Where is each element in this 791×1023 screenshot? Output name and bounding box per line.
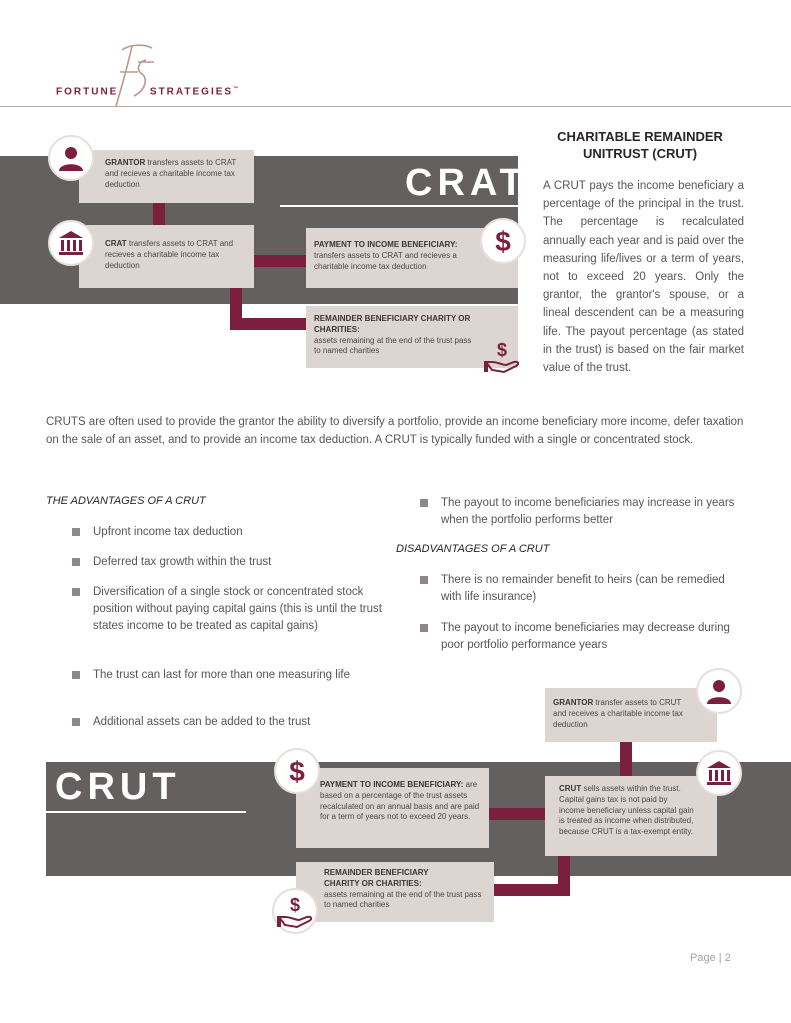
bullet-square-icon <box>72 718 80 726</box>
crat-payment-title: PAYMENT TO INCOME BENEFICIARY: <box>314 240 458 249</box>
crat-trust-text: transfers assets to CRAT and recieves a charitable income tax deduction <box>105 239 234 270</box>
svg-text:$: $ <box>496 340 508 360</box>
crat-hand-dollar-circle <box>479 333 525 379</box>
person-icon <box>57 144 85 172</box>
brand-left: FORTUNE <box>56 86 119 98</box>
svg-text:$: $ <box>495 226 511 257</box>
crut-hand-dollar-circle <box>272 888 318 934</box>
crut-person-circle <box>696 668 742 714</box>
crut-remainder-title: REMAINDER BENEFICIARY CHARITY OR CHARITIES: <box>324 868 429 888</box>
crat-dollar-circle <box>480 218 526 264</box>
crut-connector-4 <box>494 884 570 896</box>
crat-grantor-box <box>79 150 254 203</box>
crut-payment-box <box>296 768 489 848</box>
crut-payment-bold: PAYMENT TO INCOME BENEFICIARY: <box>320 780 464 789</box>
crut-remainder-box <box>296 862 494 922</box>
bullet-square-icon <box>72 588 80 596</box>
crat-payment-text: transfers assets to CRAT and recieves a charitable income tax deduction <box>314 250 457 271</box>
crut-bank-circle <box>696 750 742 796</box>
logo-monogram <box>108 42 156 112</box>
crut-connector-2 <box>488 808 546 820</box>
crat-person-circle <box>48 135 94 181</box>
crat-connector-1 <box>153 203 165 225</box>
crat-trust-box <box>79 225 254 288</box>
advantage-item: Diversification of a single stock or concentrated stock position without paying capital gains (this is until the trust states income to be treated as capital gains) <box>72 584 382 635</box>
crut-trust-bold: CRUT <box>559 784 582 793</box>
dollar-icon <box>283 755 311 787</box>
bullet-square-icon <box>420 624 428 632</box>
header-rule <box>0 106 791 107</box>
bullet-square-icon <box>420 576 428 584</box>
advantage-item: The payout to income beneficiaries may increase in years when the portfolio performs better <box>420 495 746 529</box>
disadvantages-heading: DISADVANTAGES OF A CRUT <box>396 543 550 555</box>
bullet-square-icon <box>72 671 80 679</box>
svg-text:$: $ <box>289 895 301 915</box>
crat-label: CRAT <box>405 162 528 204</box>
crat-grantor-text: transfers assets to CRAT and recieves a charitable income tax deduction <box>105 158 237 189</box>
bank-icon <box>705 759 733 787</box>
crut-trust-content <box>559 784 695 838</box>
crut-dollar-circle <box>274 748 320 794</box>
crut-trust-text: sells assets within the trust. Capital gains tax is not paid by income beneficiary unless capital gain is treated as income when distributed, because CRUT is a tax-exempt entity. <box>559 784 694 837</box>
crut-title <box>540 129 740 163</box>
bullet-square-icon <box>72 558 80 566</box>
crut-title-line1: CHARITABLE REMAINDER <box>557 129 723 144</box>
crat-connector-4 <box>230 318 306 330</box>
bullet-square-icon <box>72 528 80 536</box>
advantage-item: Deferred tax growth within the trust <box>72 554 382 571</box>
crut-title-line2: UNITRUST (CRUT) <box>582 145 698 161</box>
crut-payment-text: are based on a percentage of the trust assets recalculated on an annual basis and are paid for a term of years not to exceed 20 years. <box>320 780 480 822</box>
advantage-item: Additional assets can be added to the trust <box>72 714 382 731</box>
dollar-icon <box>489 225 517 257</box>
crat-connector-2 <box>253 255 307 267</box>
disadvantage-item: There is no remainder benefit to heirs (can be remedied with life insurance) <box>420 572 746 606</box>
crat-bank-circle <box>48 220 94 266</box>
crut-grantor-bold: GRANTOR <box>553 698 594 707</box>
crut-grantor-box <box>545 688 717 742</box>
hand-dollar-icon <box>482 338 522 374</box>
advantage-item: Upfront income tax deduction <box>72 524 382 541</box>
person-icon <box>705 677 733 705</box>
crat-grantor-bold: GRANTOR <box>105 158 146 167</box>
crat-remainder-text: assets remaining at the end of the trust pass to named charities <box>314 335 472 356</box>
disadvantage-item: The payout to income beneficiaries may decrease during poor portfolio performance years <box>420 620 746 654</box>
brand-right: STRATEGIES <box>149 86 234 98</box>
advantage-item: The trust can last for more than one measuring life <box>72 667 382 684</box>
monogram-icon <box>108 42 156 112</box>
page-number: Page | 2 <box>690 952 731 964</box>
hand-dollar-icon <box>275 893 315 929</box>
bank-icon <box>57 229 85 257</box>
crut-underline <box>46 811 246 813</box>
crat-underline <box>280 205 518 207</box>
summary-paragraph: CRUTS are often used to provide the grantor the ability to diversify a portfolio, provide an income beneficiary more income, defer taxation on the sale of an asset, and to provide an income tax deduction. A CRUT is typically funded with a single or concentrated stock. <box>46 416 744 446</box>
crut-connector-1 <box>620 742 632 776</box>
crut-grantor-content <box>553 698 693 730</box>
advantages-heading: THE ADVANTAGES OF A CRUT <box>46 495 206 507</box>
crat-trust-bold: CRAT <box>105 239 127 248</box>
crut-trust-box <box>545 776 717 856</box>
logo-wordmark <box>56 86 240 97</box>
crut-grantor-text: transfer assets to CRUT and receives a charitable income tax deduction <box>553 698 683 729</box>
svg-text:$: $ <box>289 756 305 787</box>
crut-label: CRUT <box>55 766 181 808</box>
trademark: ™ <box>233 86 241 92</box>
crut-intro-paragraph: A CRUT pays the income beneficiary a percentage of the principal in the trust. The percentage is recalculated annually each year and is paid over the measuring life/lives or a term of years, not to exceed 20 years. Only the grantor, the grantor's spouse, or a lineal descendent can be a measuring life. The payout percentage (as stated in the trust) is based on the fair market value of the trust. <box>543 180 744 375</box>
crut-remainder-text: assets remaining at the end of the trust pass to named charities <box>324 889 482 910</box>
bullet-square-icon <box>420 499 428 507</box>
crat-remainder-title: REMAINDER BENEFICIARY CHARITY OR CHARITIES: <box>314 314 471 334</box>
